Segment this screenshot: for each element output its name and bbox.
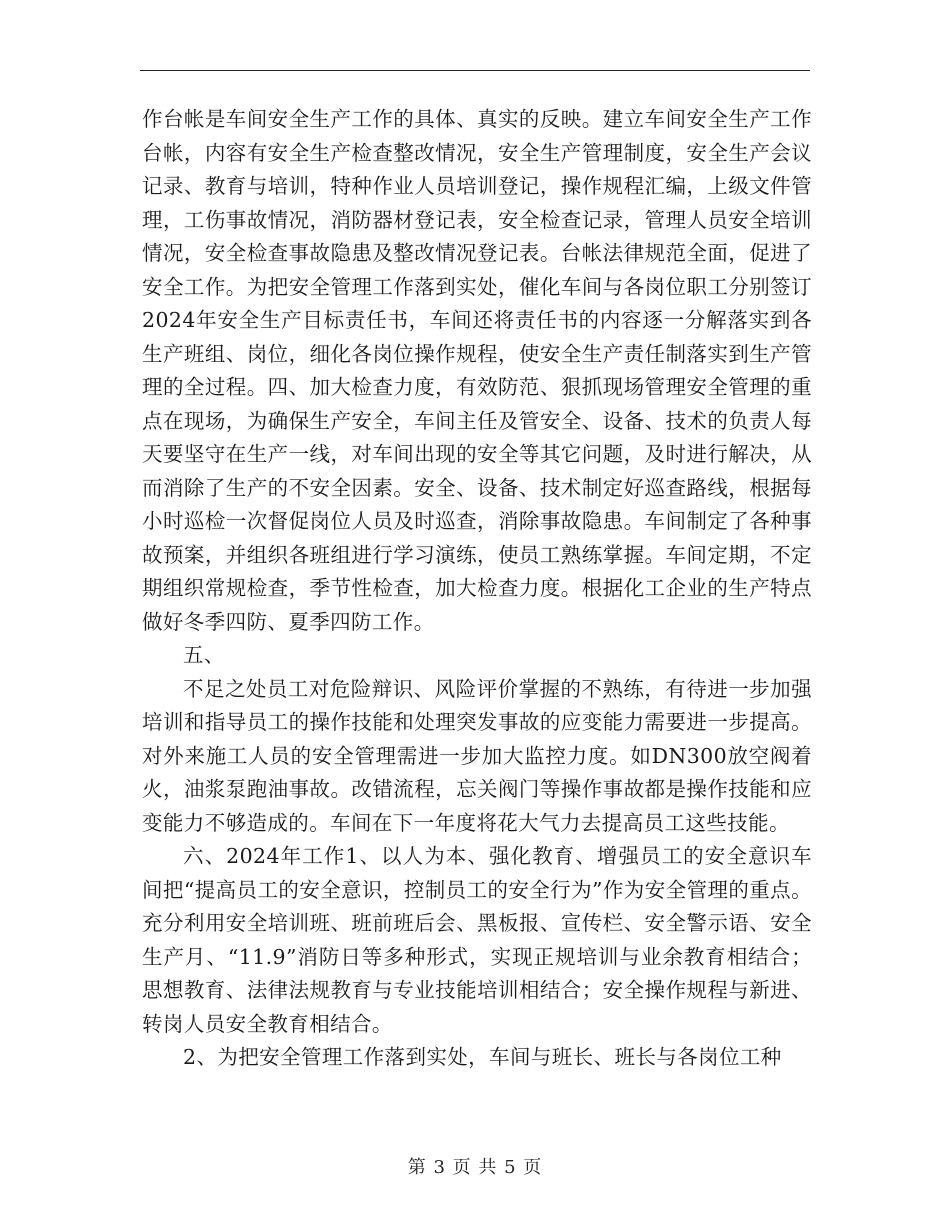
header-rule (140, 70, 810, 71)
paragraph-item-two: 2、为把安全管理工作落到实处，车间与班长、班长与各岗位工种 (183, 1045, 782, 1069)
page-number-footer: 第 3 页 共 5 页 (407, 1157, 543, 1178)
section-heading-five: 五、 (183, 643, 225, 667)
paragraph-2024-work: 六、2024年工作1、以人为本、强化教育、增强员工的安全意识车间把“提高员工的安全意识，控制员工的安全行为”作为安全管理的重点。充分利用安全培训班、班前班后会、黑板报、宣传栏、安全警示语、安全生产月、“11.9”消防日等多种形式，实现正规培训与业余教育相结合；思想教育、法律法规教育与专业技能培训相结合；安全操作规程与新进、转岗人员安全教育相结合。 (142, 844, 812, 1036)
paragraph-shortcomings: 不足之处员工对危险辩识、风险评价掌握的不熟练，有待进一步加强培训和指导员工的操作技能和处理突发事故的应变能力需要进一步提高。对外来施工人员的安全管理需进一步加大监控力度。如DN300放空阀着火，油浆泵跑油事故。改错流程，忘关阀门等操作事故都是操作技能和应变能力不够造成的。车间在下一年度将花大气力去提高员工这些技能。 (142, 676, 812, 835)
document-body (142, 103, 812, 1075)
paragraph-safety-ledger: 作台帐是车间安全生产工作的具体、真实的反映。建立车间安全生产工作台帐，内容有安全生产检查整改情况，安全生产管理制度，安全生产会议记录、教育与培训，特种作业人员培训登记，操作规程汇编，上级文件管理，工伤事故情况，消防器材登记表，安全检查记录，管理人员安全培训情况，安全检查事故隐患及整改情况登记表。台帐法律规范全面，促进了安全工作。为把安全管理工作落到实处，催化车间与各岗位职工分别签订2024年安全生产目标责任书，车间还将责任书的内容逐一分解落实到各生产班组、岗位，细化各岗位操作规程，使安全生产责任制落实到生产管理的全过程。四、加大检查力度，有效防范、狠抓现场管理安全管理的重点在现场，为确保生产安全，车间主任及管安全、设备、技术的负责人每天要坚守在生产一线，对车间出现的安全等其它问题，及时进行解决，从而消除了生产的不安全因素。安全、设备、技术制定好巡查路线，根据每小时巡检一次督促岗位人员及时巡查，消除事故隐患。车间制定了各种事故预案，并组织各班组进行学习演练，使员工熟练掌握。车间定期，不定期组织常规检查，季节性检查，加大检查力度。根据化工企业的生产特点做好冬季四防、夏季四防工作。 (142, 107, 812, 634)
